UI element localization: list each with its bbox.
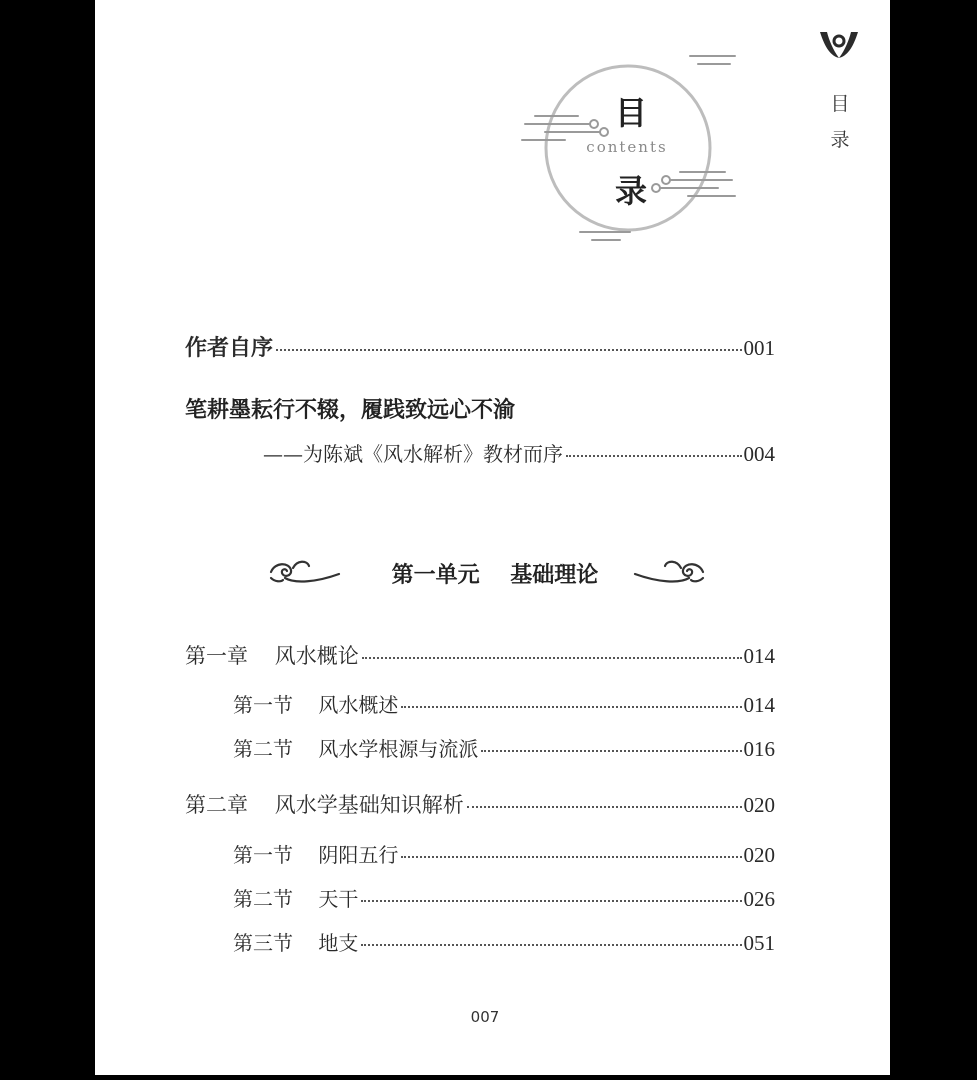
toc-entry-section[interactable] [233, 839, 775, 868]
leader-dots [361, 900, 741, 902]
leader-dots [401, 856, 741, 858]
toc-entry-section[interactable] [233, 883, 775, 912]
toc-entry-chapter-2[interactable] [185, 789, 775, 819]
leader-dots [362, 657, 742, 659]
toc-entry-label: 第二节 风水学根源与流派 [233, 737, 479, 761]
toc-entry-preface[interactable] [185, 331, 775, 362]
publisher-logo-icon [817, 26, 861, 62]
unit-title[interactable]: 第一单元 基础理论 [391, 563, 599, 588]
toc-entry-label: 第二节 天干 [233, 887, 359, 911]
toc-page-number: 001 [743, 336, 775, 360]
toc-entry-label: ——为陈斌《风水解析》教材而序 [263, 442, 563, 466]
toc-entry-label: 第一章 风水概论 [185, 644, 359, 668]
emblem-title-top: 目 [615, 94, 648, 132]
toc-page-number: 014 [743, 693, 775, 717]
toc-entry-label: 第一节 风水概述 [233, 693, 399, 717]
leader-dots [467, 806, 742, 808]
toc-page-number: 014 [743, 644, 775, 668]
side-label-char: 录 [830, 129, 850, 151]
toc-entry-label: 第一节 阴阳五行 [233, 843, 399, 867]
toc-page-number: 004 [743, 442, 775, 466]
toc-entry-section[interactable] [233, 733, 775, 762]
toc-page-number: 020 [743, 843, 775, 867]
leader-dots [481, 750, 741, 752]
side-section-label [828, 86, 852, 158]
toc-entry-foreword[interactable] [263, 438, 775, 467]
page-number-folio: 007 [470, 1008, 500, 1026]
toc-page-number: 026 [743, 887, 775, 911]
toc-page-number: 051 [743, 931, 775, 955]
toc-entry-section[interactable] [233, 689, 775, 718]
toc-entry-section[interactable] [233, 927, 775, 956]
leader-dots [401, 706, 741, 708]
toc-entry-chapter-1[interactable] [185, 640, 775, 670]
book-page [95, 0, 890, 1075]
leader-dots [276, 349, 741, 351]
toc-page-number: 020 [743, 793, 775, 817]
toc-page-number: 016 [743, 737, 775, 761]
leader-dots [361, 944, 741, 946]
toc-entry-foreword-title[interactable]: 笔耕墨耘行不辍，履践致远心不渝 [185, 398, 516, 423]
toc-entry-label: 第二章 风水学基础知识解析 [185, 793, 464, 817]
toc-entry-label: 作者自序 [185, 336, 274, 361]
side-label-char: 目 [830, 93, 850, 115]
toc-entry-label: 第三节 地支 [233, 931, 359, 955]
cloud-ornament-left-icon [267, 556, 341, 586]
emblem-title-bottom: 录 [615, 172, 648, 210]
emblem-subtitle: contents [586, 138, 668, 156]
leader-dots [566, 455, 742, 457]
cloud-ornament-right-icon [633, 556, 707, 586]
